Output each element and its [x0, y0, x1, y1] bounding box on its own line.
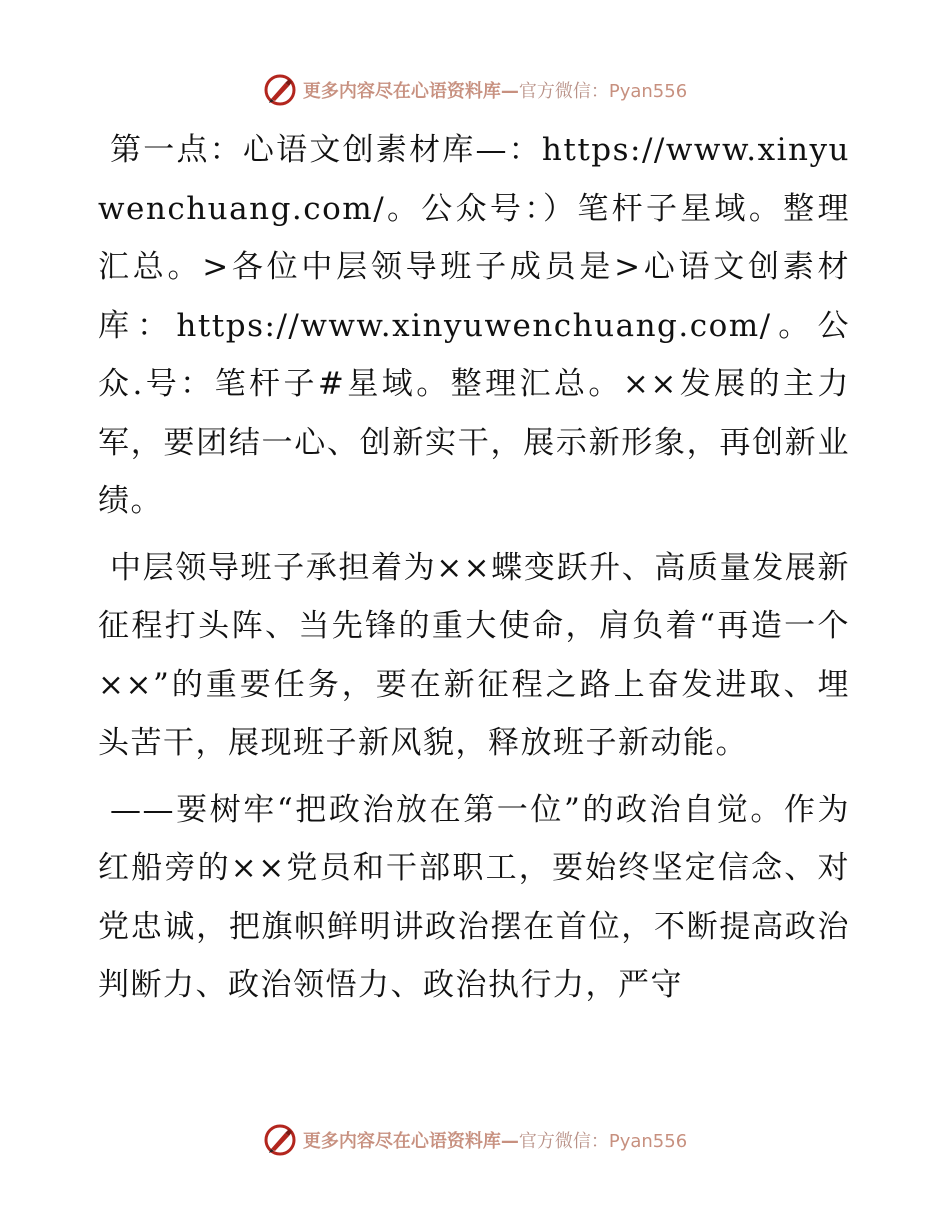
- paragraph-1: 第一点：心语文创素材库—：https://www.xinyuwenchuang.com/。公众号：）笔杆子星域。整理汇总。>各位中层领导班子成员是>心语文创素材库：https://www.xinyuwenchuang.com/。公众.号：笔杆子#星域。整理汇总。××发展的主力军，要团结一心、创新实干，展示新形象，再创新业绩。: [98, 132, 850, 519]
- header-watermark-text: [303, 77, 687, 103]
- footer-watermark-wechat: 官方微信：: [518, 1131, 609, 1152]
- footer-watermark-id: Pyan556: [608, 1131, 688, 1152]
- footer-watermark-main: 更多内容尽在心语资料库: [302, 1131, 501, 1152]
- header-watermark-wechat: 官方微信：: [518, 81, 609, 102]
- pen-logo-icon: [263, 73, 297, 107]
- header-watermark-id: Pyan556: [608, 81, 688, 102]
- paragraph-2: 中层领导班子承担着为××蝶变跃升、高质量发展新征程打头阵、当先锋的重大使命，肩负着“再造一个××”的重要任务，要在新征程之路上奋发进取、埋头苦干，展现班子新风貌，释放班子新动能。: [98, 549, 850, 761]
- document-body: [98, 121, 850, 1023]
- footer-watermark-dash: —: [500, 1131, 519, 1152]
- header-watermark-dash: —: [500, 81, 519, 102]
- paragraph-3: ——要树牢“把政治放在第一位”的政治自觉。作为红船旁的××党员和干部职工，要始终坚定信念、对党忠诚，把旗帜鲜明讲政治摆在首位，不断提高政治判断力、政治领悟力、政治执行力，严守: [98, 791, 850, 1003]
- footer-watermark: [0, 1120, 950, 1160]
- pen-logo-icon: [263, 1123, 297, 1157]
- header-watermark: [0, 70, 950, 110]
- footer-watermark-text: [303, 1127, 687, 1153]
- header-watermark-main: 更多内容尽在心语资料库: [302, 81, 501, 102]
